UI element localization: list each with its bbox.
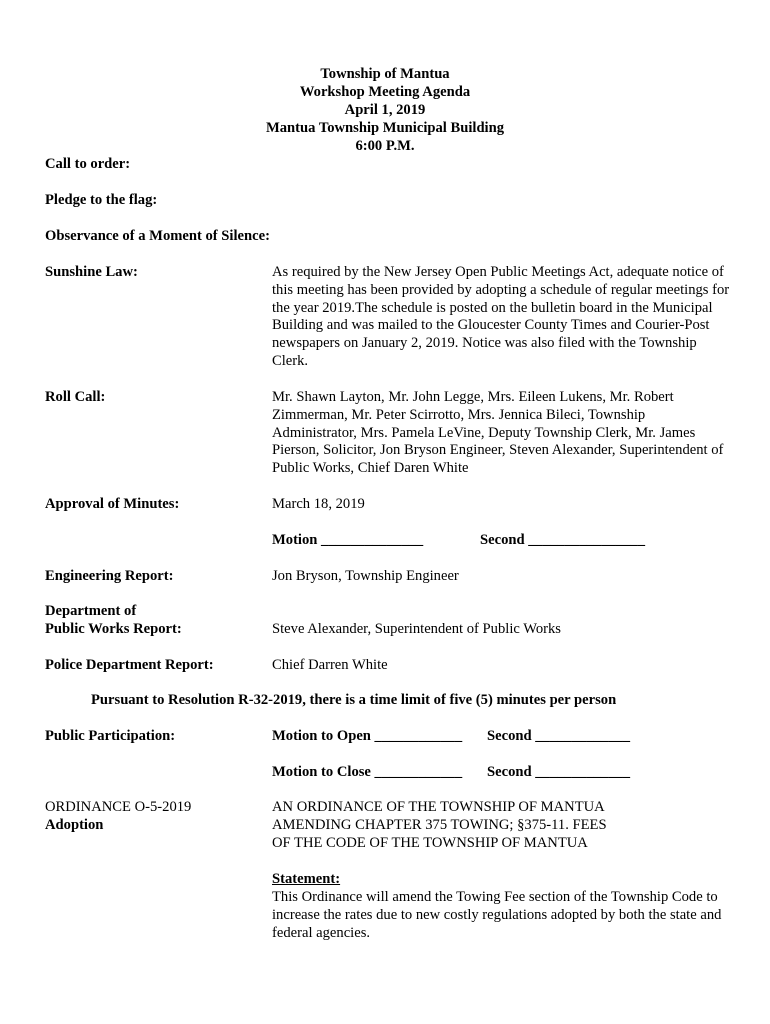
ordinance-title-line2: AMENDING CHAPTER 375 TOWING; §375-11. FEES [272, 817, 607, 833]
meeting-time: 6:00 P.M. [355, 138, 415, 154]
roll-call-text: Mr. Shawn Layton, Mr. John Legge, Mrs. Eileen Lukens, Mr. Robert Zimmerman, Mr. Peter Scirrotto, Mrs. Jennica Bileci, Township Administrator, Mrs. Pamela LeVine, Deputy Township Clerk, Mr. James Pierson, Solicitor, Jon Bryson Engineer, Steven Alexander, Superintendent of Public Works, Chief Daren White [272, 389, 724, 477]
township-title: Township of Mantua [320, 66, 450, 82]
minutes-motion-line: Motion ______________ [272, 532, 424, 548]
pledge-label: Pledge to the flag: [45, 192, 158, 208]
statement-text: This Ordinance will amend the Towing Fee section of the Township Code to increase the rates due to new costly regulations adopted by both the state and federal agencies. [272, 889, 722, 941]
roll-call-label: Roll Call: [45, 389, 106, 405]
statement-heading: Statement: [272, 871, 341, 887]
public-participation-label: Public Participation: [45, 728, 176, 744]
sunshine-law-text: As required by the New Jersey Open Public Meetings Act, adequate notice of this meeting has been provided by adopting a schedule of regular meetings for the year 2019.The schedule is posted on the bulletin board in the Municipal Building and was mailed to the Gloucester County Times and Courier-Post newspapers on January 2, 2019. Notice was also filed with the Township Clerk. [272, 264, 730, 369]
ordinance-number: ORDINANCE O-5-2019 [45, 799, 192, 815]
minutes-date: March 18, 2019 [272, 496, 365, 512]
police-report-text: Chief Darren White [272, 657, 388, 673]
ordinance-title-line1: AN ORDINANCE OF THE TOWNSHIP OF MANTUA [272, 799, 605, 815]
second-open-line: Second _____________ [487, 728, 631, 744]
dpw-report-label-line1: Department of [45, 603, 137, 619]
call-to-order-label: Call to order: [45, 156, 131, 172]
ordinance-action: Adoption [45, 817, 104, 833]
meeting-type: Workshop Meeting Agenda [299, 84, 471, 100]
minutes-second-line: Second ________________ [480, 532, 645, 548]
meeting-date: April 1, 2019 [344, 102, 426, 118]
resolution-time-limit-note: Pursuant to Resolution R-32-2019, there is a time limit of five (5) minutes per person [91, 692, 617, 708]
second-close-line: Second _____________ [487, 764, 631, 780]
ordinance-title-line3: OF THE CODE OF THE TOWNSHIP OF MANTUA [272, 835, 588, 851]
motion-to-open-line: Motion to Open ____________ [272, 728, 463, 744]
police-report-label: Police Department Report: [45, 657, 214, 673]
moment-of-silence-label: Observance of a Moment of Silence: [45, 228, 270, 244]
dpw-report-text: Steve Alexander, Superintendent of Public Works [272, 621, 561, 637]
meeting-location: Mantua Township Municipal Building [265, 120, 505, 136]
dpw-report-label-line2: Public Works Report: [45, 621, 182, 637]
agenda-header [0, 66, 770, 156]
engineering-report-label: Engineering Report: [45, 568, 174, 584]
sunshine-law-label: Sunshine Law: [45, 264, 138, 280]
motion-to-close-line: Motion to Close ____________ [272, 764, 463, 780]
approval-of-minutes-label: Approval of Minutes: [45, 496, 180, 512]
engineering-report-text: Jon Bryson, Township Engineer [272, 568, 459, 584]
